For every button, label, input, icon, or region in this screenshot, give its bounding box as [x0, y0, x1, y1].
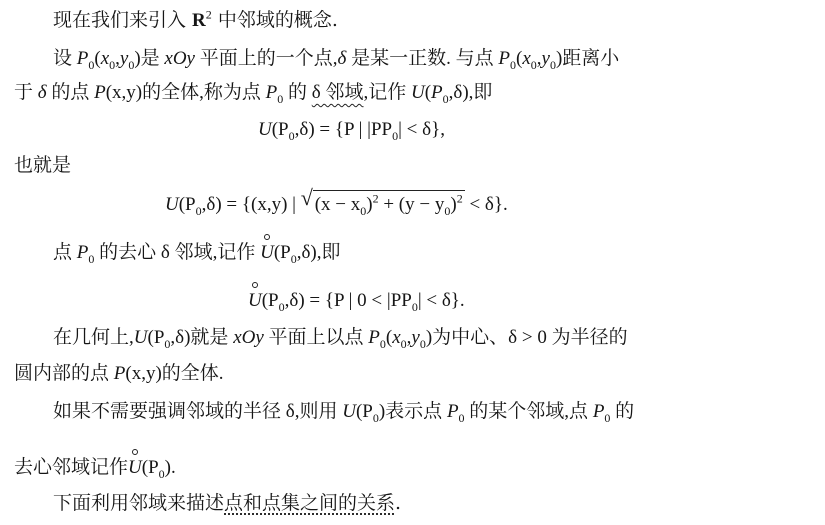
var-u: U: [410, 82, 425, 103]
subscript: 0: [164, 336, 171, 351]
text: (P: [273, 242, 291, 263]
radius-omitted-line: [53, 400, 634, 424]
var-p: P: [592, 401, 605, 422]
text: ,δ) = {P | 0 < |PP: [284, 290, 412, 311]
plane-xoy: xOy: [164, 48, 195, 69]
subscript: 0: [442, 91, 449, 106]
text: (P: [355, 401, 373, 422]
var-p: P: [265, 82, 278, 103]
radicand: [313, 190, 465, 217]
text: 的点: [46, 82, 95, 103]
deleted-neighborhood-notation-line: [14, 456, 176, 480]
text: ,: [536, 48, 542, 69]
text: (P: [141, 457, 159, 478]
var-y: y: [119, 48, 129, 69]
text: ,δ),即: [296, 242, 341, 263]
subscript: 0: [88, 57, 95, 72]
text: )表示点: [378, 401, 447, 422]
delta-neighborhood-term: δ 邻域: [311, 82, 364, 103]
text: 如果不需要强调邻域的半径 δ,则用: [53, 401, 343, 422]
subscript: 0: [88, 251, 95, 266]
emphasized-phrase: 点和点集之间的关系: [224, 492, 396, 514]
var-delta: δ: [337, 48, 347, 69]
r-symbol: R: [192, 10, 206, 31]
subscript: 0: [158, 466, 165, 481]
text: (: [94, 48, 101, 69]
subscript: 0: [277, 91, 284, 106]
formula-deleted-neighborhood: [248, 289, 465, 313]
circle-interior-line: [14, 362, 224, 386]
var-p: P: [446, 401, 459, 422]
text: + (y − y: [378, 194, 445, 215]
text: 下面利用邻域来描述: [53, 492, 225, 514]
subscript: 0: [288, 128, 295, 143]
text: 现在我们来引入: [53, 9, 193, 31]
var-y: y: [541, 48, 550, 69]
square-root: [300, 185, 465, 218]
var-u: U: [342, 401, 356, 422]
text: ,δ) = {(x,y) |: [201, 194, 301, 215]
subscript: 0: [392, 128, 399, 143]
subscript: 0: [411, 299, 418, 314]
var-u-deleted: U: [128, 457, 142, 478]
var-x: x: [392, 327, 401, 348]
var-p: P: [76, 48, 89, 69]
formula-neighborhood-sqrt: [165, 185, 508, 218]
text: )为中心、δ > 0 为半径的: [425, 327, 628, 348]
subscript: 0: [379, 336, 386, 351]
text: ,: [115, 48, 120, 69]
text: 的去心 δ 邻域,记作: [94, 242, 261, 263]
text: 平面上以点: [263, 327, 369, 348]
var-p: P: [113, 363, 126, 384]
text: )距离小: [555, 48, 620, 69]
text: ).: [164, 457, 176, 478]
text: 中邻域的概念.: [211, 9, 338, 31]
text: 在几何上,: [53, 327, 134, 348]
var-u-deleted: U: [260, 242, 274, 263]
subscript: 0: [278, 299, 285, 314]
var-p: P: [76, 242, 89, 263]
subscript: 0: [400, 336, 407, 351]
text: (P: [261, 290, 279, 311]
subscript: 0: [419, 336, 426, 351]
var-p: P: [498, 48, 510, 69]
var-p: P: [368, 327, 380, 348]
text: (: [515, 48, 523, 69]
text: (x − x: [314, 194, 361, 215]
text: (P: [271, 119, 289, 140]
text: )是: [134, 48, 165, 69]
var-delta: δ: [37, 82, 47, 103]
subscript: 0: [195, 203, 202, 218]
text: (P: [147, 327, 165, 348]
definition-line-1: 设 $P_0(x_0,y_0)$是 xOy 平面上的一个点,δ 是某一正数. 与点 $P_0(x_0,y_0)$距离小: [53, 48, 620, 72]
text: ): [366, 194, 373, 215]
subscript: 0: [458, 410, 465, 425]
superscript: 2: [456, 191, 463, 206]
var-u: U: [165, 194, 179, 215]
superscript: 2: [205, 7, 212, 22]
var-x: x: [522, 48, 531, 69]
text: (P: [178, 194, 196, 215]
var-u: U: [258, 119, 272, 140]
text: ,δ) = {P | |PP: [294, 119, 393, 140]
text: 是某一正数. 与点: [346, 48, 499, 69]
text: < δ}.: [464, 194, 508, 215]
text: | < δ},: [398, 119, 445, 140]
text: 去心邻域记作: [14, 457, 129, 478]
superscript: 2: [372, 191, 379, 206]
var-p: P: [431, 82, 443, 103]
text: | < δ}.: [417, 290, 465, 311]
var-p: P: [94, 82, 106, 103]
plane-xoy: xOy: [233, 327, 264, 348]
radical-symbol: √: [300, 185, 313, 210]
subscript: 0: [372, 410, 379, 425]
text: ,δ)就是: [170, 327, 234, 348]
that-is-line: 也就是: [14, 154, 72, 176]
subscript: 0: [604, 410, 611, 425]
deleted-neighborhood-line: [53, 241, 341, 265]
subscript: 0: [290, 251, 297, 266]
text: ,: [406, 327, 412, 348]
text: 于: [14, 82, 38, 103]
text: 平面上的一个点,: [195, 48, 338, 69]
var-u: U: [133, 327, 148, 348]
intro-line: [53, 8, 338, 33]
next-section-line: [53, 491, 401, 515]
text: .: [395, 492, 402, 514]
text: (: [424, 82, 432, 103]
subscript: 0: [360, 203, 367, 218]
text: 圆内部的点: [14, 363, 114, 384]
var-y: y: [411, 327, 420, 348]
text: 点: [53, 242, 77, 263]
text: 的: [283, 82, 312, 103]
text: (: [385, 327, 393, 348]
text: ): [450, 194, 457, 215]
text: (x,y)的全体,称为点: [105, 82, 266, 103]
text: ,记作: [363, 82, 411, 103]
geometric-meaning-line: [53, 326, 628, 350]
var-x: x: [100, 48, 110, 69]
text: (x,y)的全体.: [125, 363, 224, 384]
definition-line-2: [14, 81, 492, 105]
subscript: 0: [444, 203, 451, 218]
subscript: 0: [509, 57, 516, 72]
text: 的某个邻域,点: [464, 401, 593, 422]
formula-neighborhood: [258, 118, 445, 142]
text: ,δ),即: [448, 82, 493, 103]
text: 设: [53, 48, 77, 69]
text: 的: [610, 401, 635, 422]
var-u-deleted: U: [248, 290, 262, 311]
